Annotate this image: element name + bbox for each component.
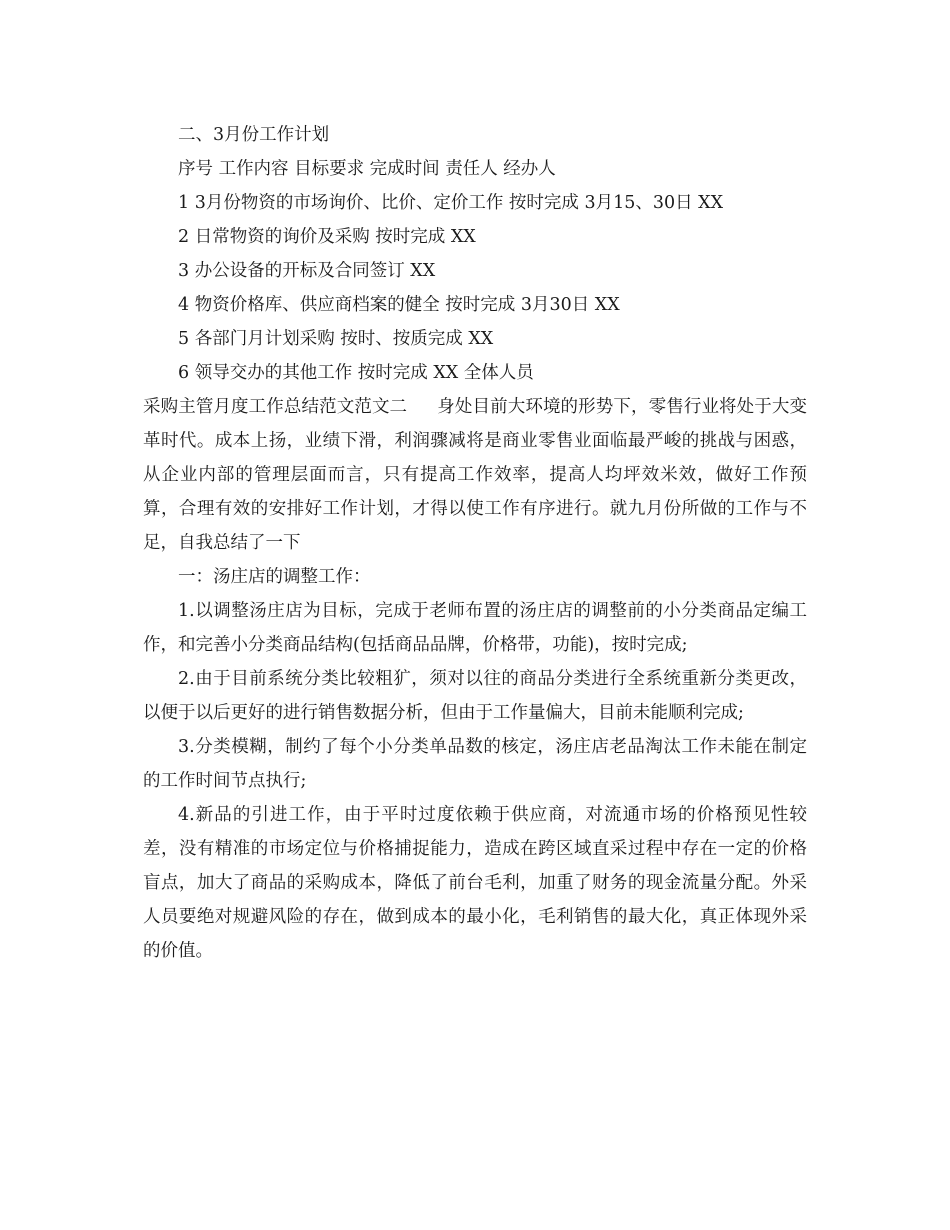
section-heading: 一：汤庄店的调整工作： — [178, 567, 371, 587]
plan-row: 1 3月份物资的市场询价、比价、定价工作 按时完成 3月15、30日 XX — [178, 193, 724, 213]
plan-heading: 二、3月份工作计划 — [178, 125, 330, 145]
summary-title: 采购主管月度工作总结范文范文二 — [143, 397, 408, 417]
summary-item: 2.由于目前系统分类比较粗犷，须对以往的商品分类进行全系统重新分类更改，以便于以后更好的进行销售数据分析，但由于工作量偏大，目前未能顺利完成; — [143, 669, 807, 723]
summary-intro: 身处目前大环境的形势下，零售行业将处于大变革时代。成本上扬，业绩下滑，利润骤减将是商业零售业面临最严峻的挑战与困惑，从企业内部的管理层面而言，只有提高工作效率，提高人均坪效米效，做好工作预算，合理有效的安排好工作计划，才得以使工作有序进行。就九月份所做的工作与不足，自我总结了一下 — [143, 397, 808, 553]
plan-row: 4 物资价格库、供应商档案的健全 按时完成 3月30日 XX — [178, 295, 620, 315]
summary-intro-paragraph — [143, 390, 807, 560]
plan-row: 3 办公设备的开标及合同签订 XX — [178, 261, 436, 281]
plan-row: 6 领导交办的其他工作 按时完成 XX 全体人员 — [178, 363, 534, 383]
summary-item: 4.新品的引进工作，由于平时过度依赖于供应商，对流通市场的价格预见性较差，没有精准的市场定位与价格捕捉能力，造成在跨区域直采过程中存在一定的价格盲点，加大了商品的采购成本，降低了前台毛利，加重了财务的现金流量分配。外采人员要绝对规避风险的存在，做到成本的最小化，毛利销售的最大化，真正体现外采的价值。 — [143, 805, 807, 961]
document-body — [143, 118, 807, 968]
plan-row: 2 日常物资的询价及采购 按时完成 XX — [178, 227, 476, 247]
plan-table-header: 序号 工作内容 目标要求 完成时间 责任人 经办人 — [178, 159, 556, 179]
plan-row: 5 各部门月计划采购 按时、按质完成 XX — [178, 329, 494, 349]
summary-item: 1.以调整汤庄店为目标，完成于老师布置的汤庄店的调整前的小分类商品定编工作，和完善小分类商品结构(包括商品品牌，价格带，功能)，按时完成; — [143, 601, 807, 655]
summary-item: 3.分类模糊，制约了每个小分类单品数的核定，汤庄店老品淘汰工作未能在制定的工作时间节点执行; — [143, 737, 807, 791]
